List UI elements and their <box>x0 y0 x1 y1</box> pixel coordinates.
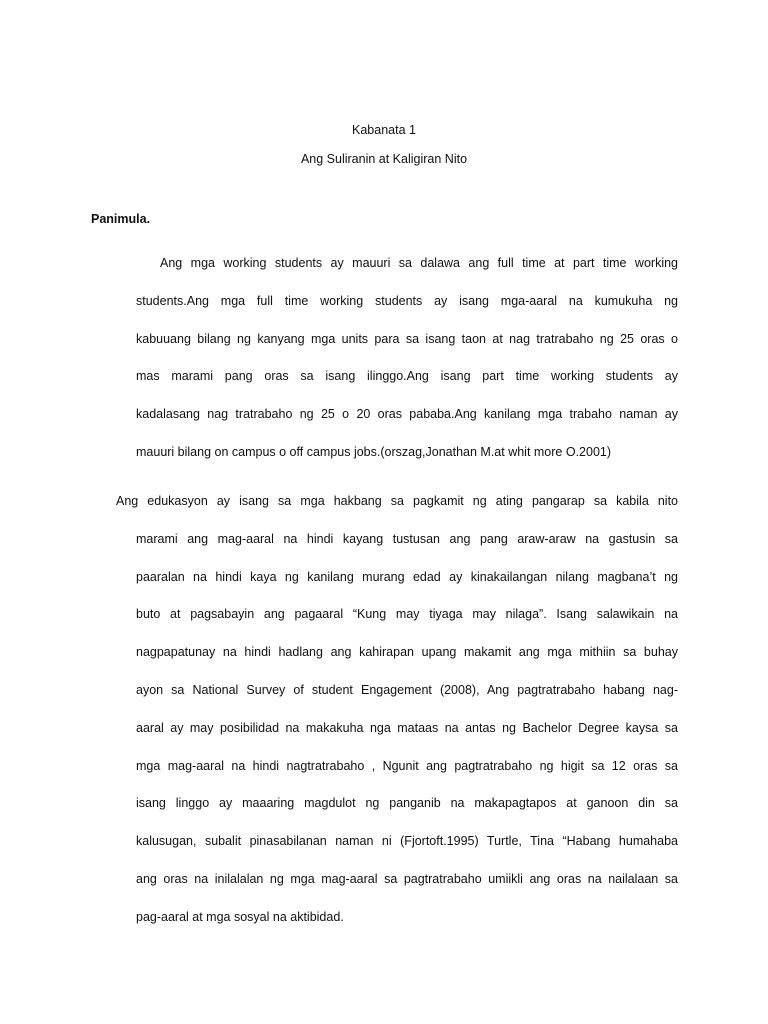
paragraph-line: ang oras na inilalalan ng mga mag-aaral sa pagtratrabaho umiikli ang oras na nailalaan sa <box>136 871 678 886</box>
paragraph-line: mga mag-aaral na hindi nagtratrabaho , Ngunit ang pagtratrabaho ng higit sa 12 oras sa <box>136 758 678 773</box>
paragraph-line: kadalasang nag tratrabaho ng 25 o 20 oras pababa.Ang kanilang mga trabaho naman ay <box>136 407 678 422</box>
paragraph-line: mauuri bilang on campus o off campus jobs.(orszag,Jonathan M.at whit more O.2001) <box>136 444 612 459</box>
paragraph-line: Ang edukasyon ay isang sa mga hakbang sa pagkamit ng ating pangarap sa kabila nito <box>116 494 678 508</box>
paragraph-line: ayon sa National Survey of student Engagement (2008), Ang pagtratrabaho habang nag- <box>136 682 678 697</box>
paragraph-line: isang linggo ay maaaring magdulot ng panganib na makapagtapos at ganoon din sa <box>136 796 678 811</box>
paragraph-line: marami ang mag-aaral na hindi kayang tustusan ang pang araw-araw na gastusin sa <box>136 531 678 546</box>
paragraph-line: nagpapatunay na hindi hadlang ang kahirapan upang makamit ang mga mithiin sa buhay <box>136 645 678 660</box>
paragraph-line: buto at pagsabayin ang pagaaral “Kung may tiyaga may nilaga”. Isang salawikain na <box>136 607 678 622</box>
paragraph-line: pag-aaral at mga sosyal na aktibidad. <box>136 909 344 924</box>
paragraph-line: paaralan na hindi kaya ng kanilang murang edad ay kinakailangan nilang magbana’t ng <box>136 569 678 584</box>
paragraph-line: mas marami pang oras sa isang ilinggo.Ang isang part time working students ay <box>136 369 678 384</box>
paragraph-1 <box>136 245 678 472</box>
paragraph-2 <box>116 483 678 937</box>
paragraph-line: aaral ay may posibilidad na makakuha nga mataas na antas ng Bachelor Degree kaysa sa <box>136 720 678 735</box>
paragraph-line: kabuuang bilang ng kanyang mga units para sa isang taon at nag tratrabaho ng 25 oras o <box>136 331 678 346</box>
paragraph-line: kalusugan, subalit pinasabilanan naman ni (Fjortoft.1995) Turtle, Tina “Habang humahaba <box>136 834 678 849</box>
paragraph-line: Ang mga working students ay mauuri sa dalawa ang full time at part time working <box>160 256 678 270</box>
chapter-number: Kabanata 1 <box>352 123 416 137</box>
paragraph-line: students.Ang mga full time working students ay isang mga-aaral na kumukuha ng <box>136 293 678 308</box>
chapter-title: Ang Suliranin at Kaligiran Nito <box>300 152 468 166</box>
section-heading: Panimula. <box>91 212 151 226</box>
